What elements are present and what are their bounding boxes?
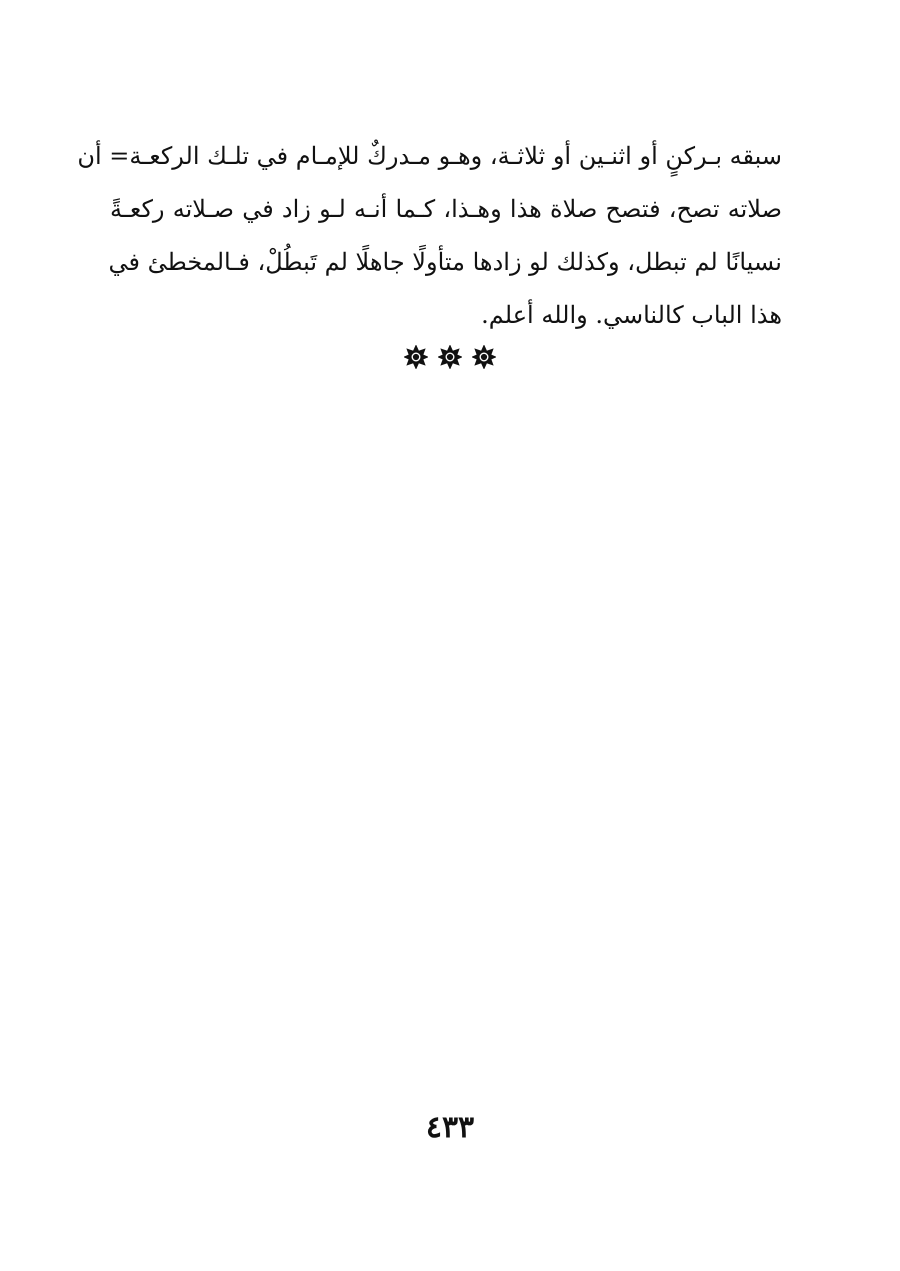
- flower-ornament-icon: [472, 345, 496, 369]
- text-line-4: هذا الباب كالناسي. والله أعلم.: [481, 301, 782, 329]
- text-line-1: سبقه بـركنٍ أو اثنـين أو ثلاثـة، وهـو مـدركٌ للإمـام في تلـك الركعـة= أن: [77, 142, 782, 170]
- section-divider-ornaments: [0, 345, 900, 379]
- text-line-3: نسيانًا لم تبطل، وكذلك لو زادها متأولًا جاهلًا لم تَبطُلْ، فـالمخطئ في: [108, 248, 782, 276]
- text-line-2: صلاته تصح، فتصح صلاة هذا وهـذا، كـما أنـه لـو زاد في صـلاته ركعـةً: [110, 195, 782, 223]
- flower-ornament-icon: [404, 345, 428, 369]
- flower-ornament-icon: [438, 345, 462, 369]
- main-text: [77, 130, 782, 342]
- page-number: ٤٣٣: [425, 1110, 475, 1145]
